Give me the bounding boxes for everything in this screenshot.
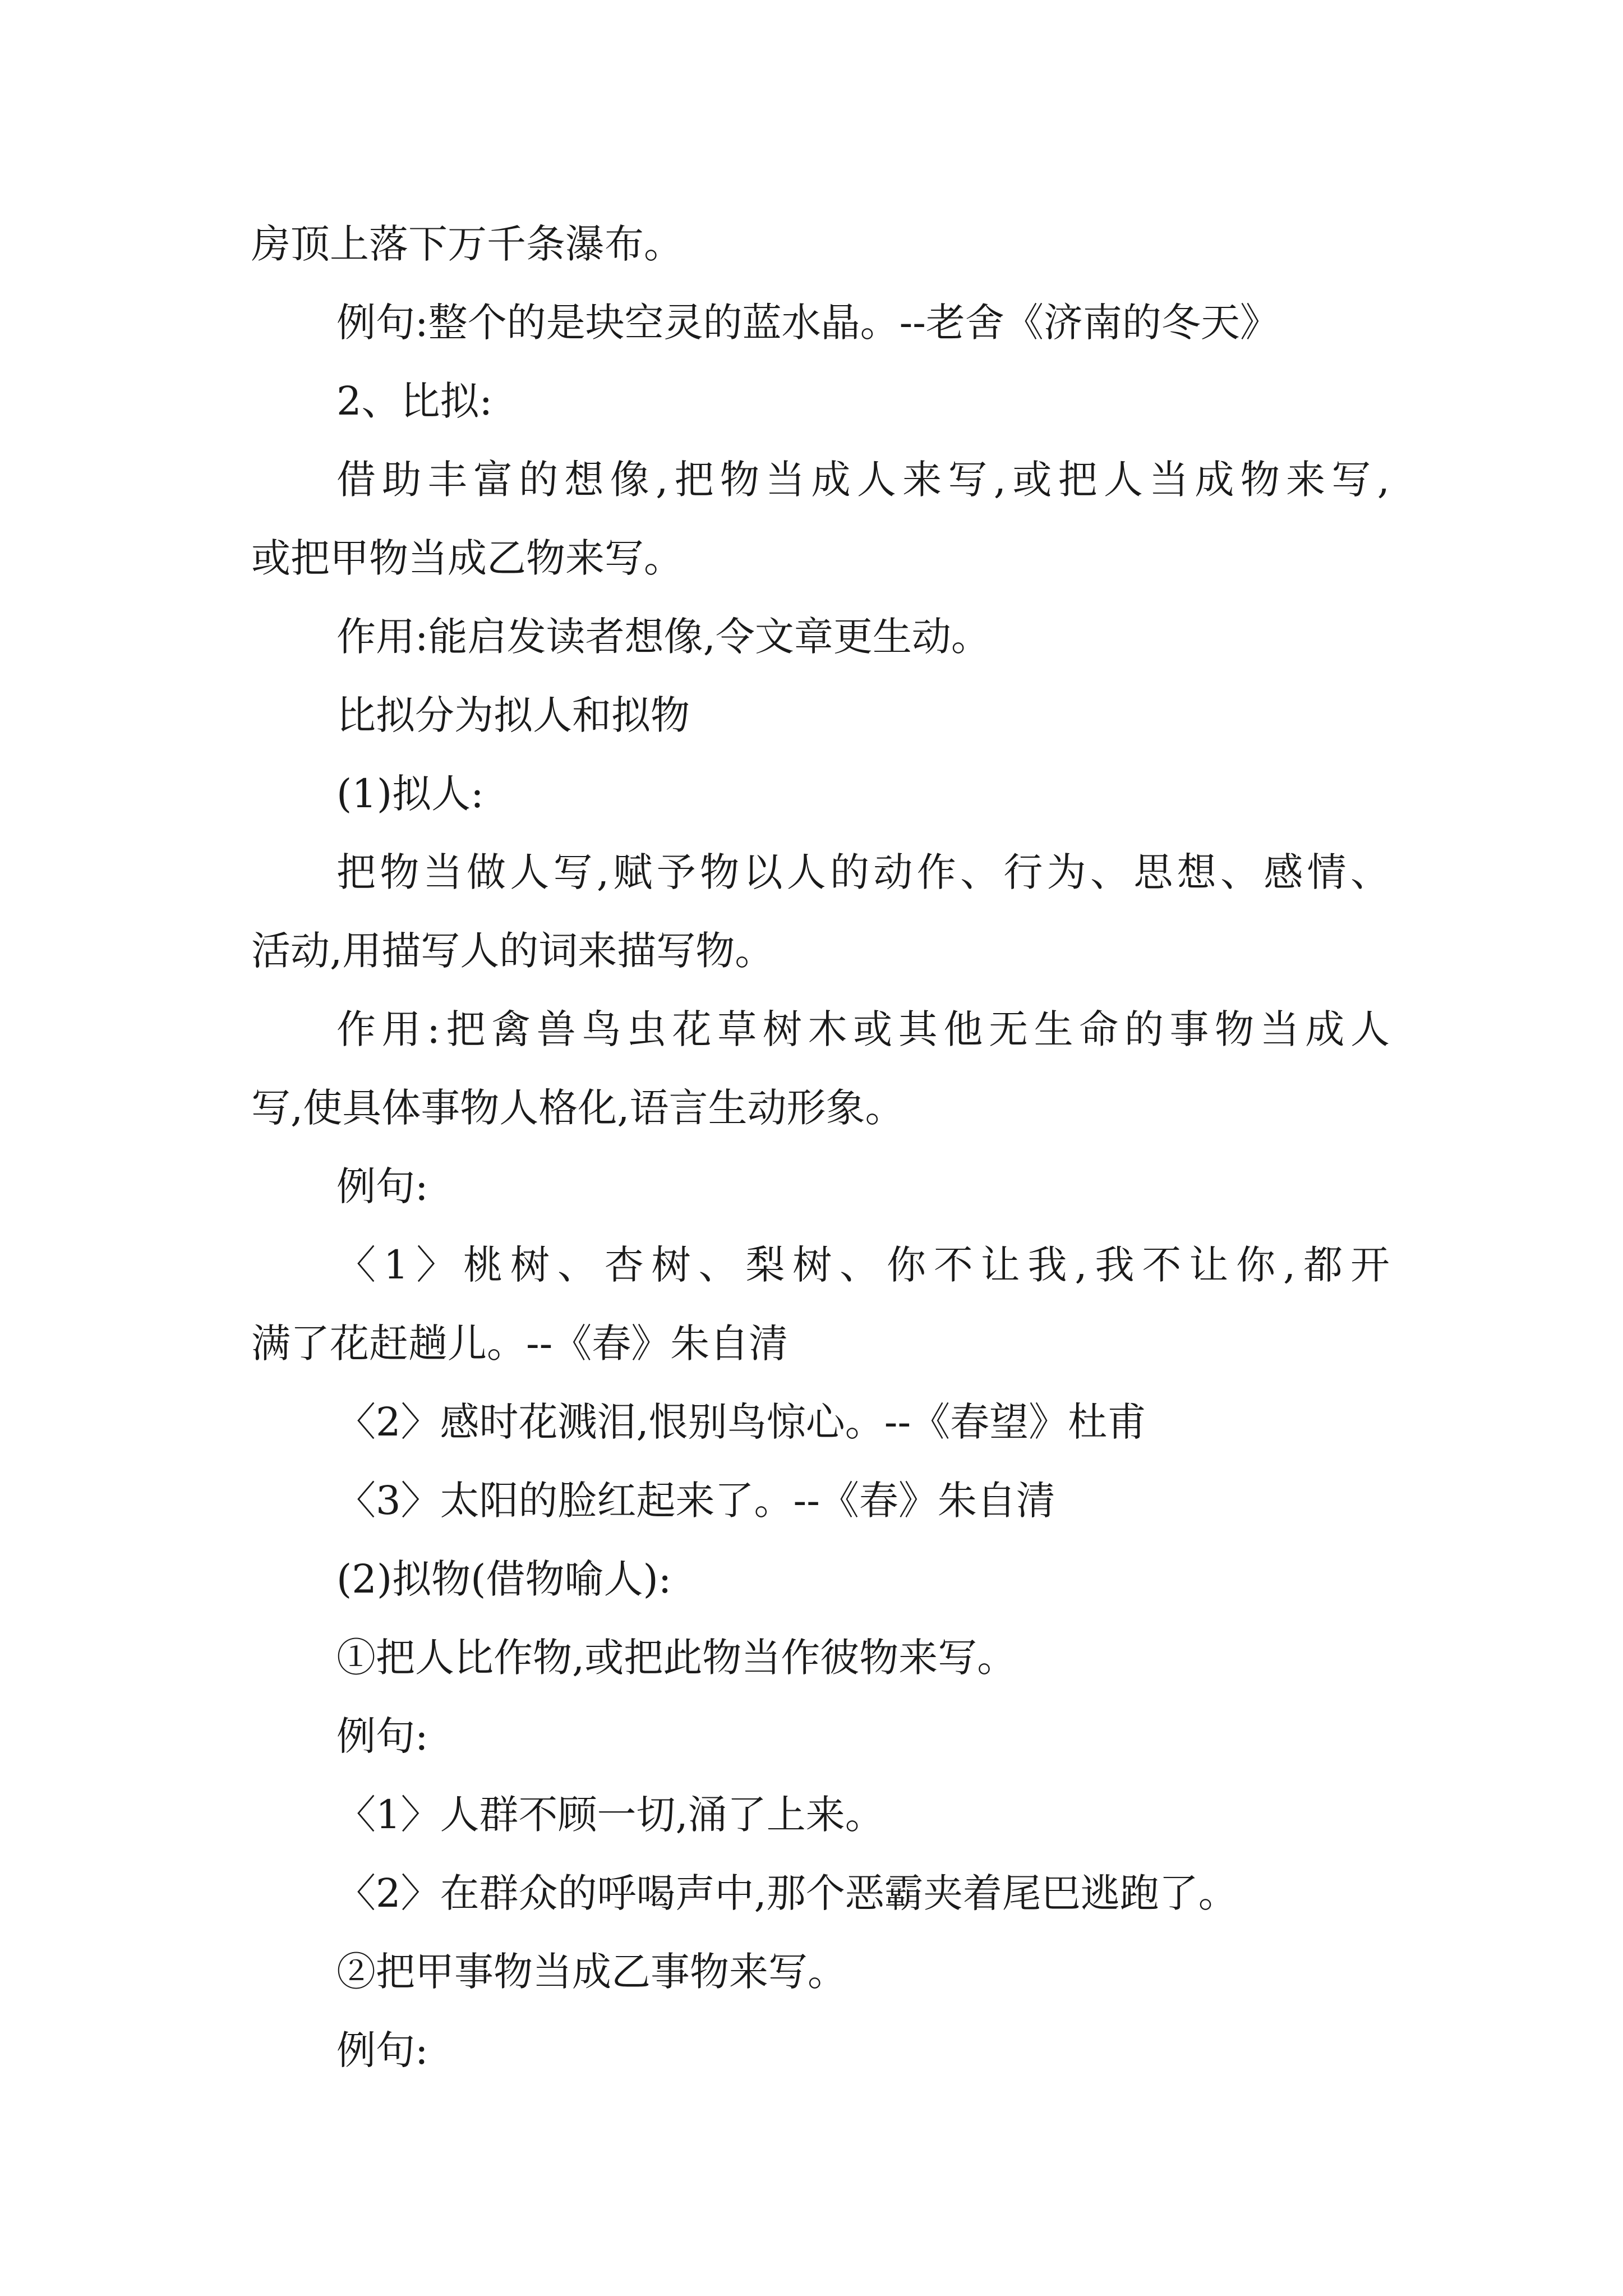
personification-function-line-1: 作用:把禽兽鸟虫花草树木或其他无生命的事物当成人 bbox=[336, 1006, 1391, 1052]
example-label: 例句: bbox=[336, 1163, 428, 1209]
definition-line-1: 借助丰富的想像,把物当成人来写,或把人当成物来写, bbox=[336, 457, 1391, 503]
example-2: 〈2〉感时花溅泪,恨别鸟惊心。--《春望》杜甫 bbox=[336, 1399, 1147, 1445]
personification-def-line-1: 把物当做人写,赋予物以人的动作、行为、思想、感情、 bbox=[336, 849, 1391, 895]
personification-function-line-2: 写,使具体事物人格化,语言生动形象。 bbox=[251, 1085, 905, 1131]
classification-line: 比拟分为拟人和拟物 bbox=[336, 692, 690, 738]
section-heading-personification: 2、比拟: bbox=[336, 378, 493, 424]
example-3: 〈3〉太阳的脸红起来了。--《春》朱自清 bbox=[336, 1478, 1055, 1524]
example-sentence-line: 例句:整个的是块空灵的蓝水晶。--老舍《济南的冬天》 bbox=[336, 300, 1279, 346]
text-line-1: 房顶上落下万千条瀑布。 bbox=[251, 221, 683, 267]
example-1-line-1: 〈1〉桃树、杏树、梨树、你不让我,我不让你,都开 bbox=[336, 1242, 1391, 1288]
personification-def-line-2: 活动,用描写人的词来描写物。 bbox=[251, 928, 774, 974]
example-label-2: 例句: bbox=[336, 1713, 428, 1759]
example-1-line-2: 满了花赶趟儿。--《春》朱自清 bbox=[251, 1320, 789, 1366]
objectification-example-2: 〈2〉在群众的呼喝声中,那个恶霸夹着尾巴逃跑了。 bbox=[336, 1870, 1238, 1916]
subheading-objectification: (2)拟物(借物喻人): bbox=[336, 1556, 672, 1602]
definition-line-2: 或把甲物当成乙物来写。 bbox=[251, 535, 683, 581]
function-line: 作用:能启发读者想像,令文章更生动。 bbox=[336, 614, 990, 660]
objectification-point-2: ②把甲事物当成乙事物来写。 bbox=[336, 1949, 847, 1995]
example-label-3: 例句: bbox=[336, 2027, 428, 2073]
subheading-personification: (1)拟人: bbox=[336, 771, 484, 817]
objectification-point-1: ①把人比作物,或把此物当作彼物来写。 bbox=[336, 1635, 1017, 1681]
objectification-example-1: 〈1〉人群不顾一切,涌了上来。 bbox=[336, 1792, 884, 1838]
